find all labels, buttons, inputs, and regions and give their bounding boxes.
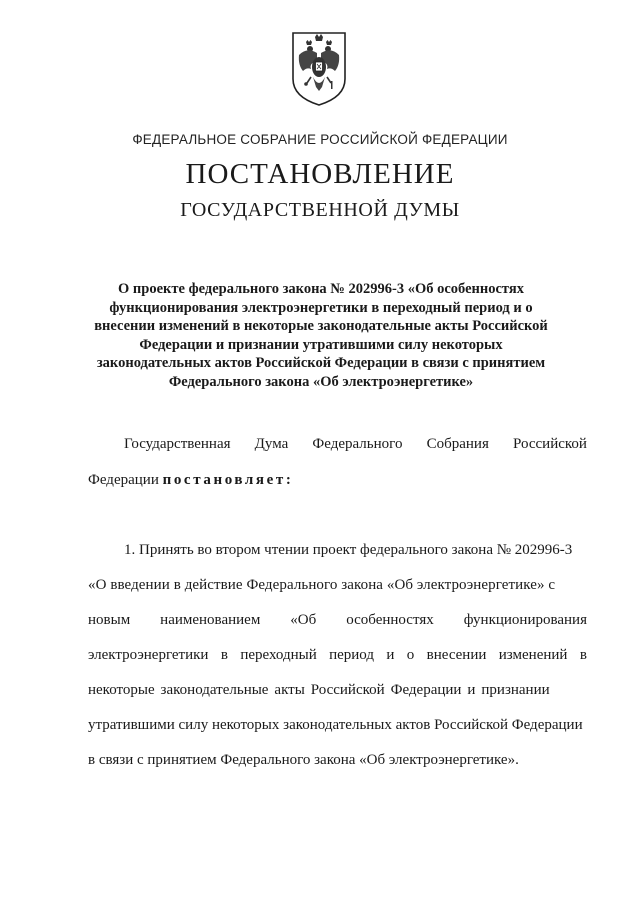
organization-name: ФЕДЕРАЛЬНОЕ СОБРАНИЕ РОССИЙСКОЙ ФЕДЕРАЦИИ	[132, 132, 508, 147]
document-subject	[85, 280, 557, 392]
resolution-verb: постановляет:	[162, 472, 294, 488]
preamble-line-1	[124, 436, 587, 453]
word: наименованием	[160, 612, 261, 628]
word: в	[220, 647, 228, 663]
subject-line: законодательных актов Российской Федерации в связи с принятием	[96, 355, 546, 372]
document-type: ПОСТАНОВЛЕНИЕ	[185, 158, 455, 190]
word: Дума	[254, 436, 289, 452]
word: Российской	[513, 436, 587, 452]
word: о	[406, 647, 415, 663]
word: период	[329, 647, 375, 663]
issuing-body: ГОСУДАРСТВЕННОЙ ДУМЫ	[180, 199, 460, 221]
word: функционирования	[463, 612, 587, 628]
word: Федерального	[312, 436, 403, 452]
subject-line: внесении изменений в некоторые законодательные акты Российской	[94, 318, 548, 335]
word: электроэнергетики	[88, 647, 209, 663]
clause-1-line-4	[88, 647, 587, 664]
word: Собрания	[426, 436, 489, 452]
clause-1-line-5: некоторые законодательные акты Российской Федерации и признании	[88, 682, 550, 698]
clause-1-line-2: «О введении в действие Федерального закона «Об электроэнергетике» с	[88, 577, 556, 593]
clause-1-line-6: утратившими силу некоторых законодательных актов Российской Федерации	[88, 717, 583, 733]
word: особенностях	[346, 612, 434, 628]
preamble-text: Федерации	[88, 472, 159, 488]
word: Государственная	[124, 436, 231, 452]
word: новым	[88, 612, 131, 628]
subject-line: О проекте федерального закона № 202996-3 «Об особенностях	[118, 281, 524, 297]
clause-1-line-7: в связи с принятием Федерального закона «Об электроэнергетике».	[88, 752, 519, 768]
subject-line: Федерации и признании утратившими силу некоторых	[139, 336, 503, 353]
preamble-line-2	[88, 472, 293, 489]
clause-1-line-1: 1. Принять во втором чтении проект федерального закона № 202996-3	[124, 542, 573, 558]
word: «Об	[290, 612, 317, 628]
subject-line: функционирования электроэнергетики в переходный период и о	[109, 299, 533, 316]
word: внесении	[426, 647, 487, 663]
state-emblem-icon	[289, 27, 349, 107]
word: переходный	[240, 647, 317, 663]
word: и	[386, 647, 395, 663]
clause-1-line-3	[88, 612, 587, 629]
word: в	[579, 647, 587, 663]
subject-line: Федерального закона «Об электроэнергетике»	[168, 373, 474, 390]
word: изменений	[498, 647, 568, 663]
